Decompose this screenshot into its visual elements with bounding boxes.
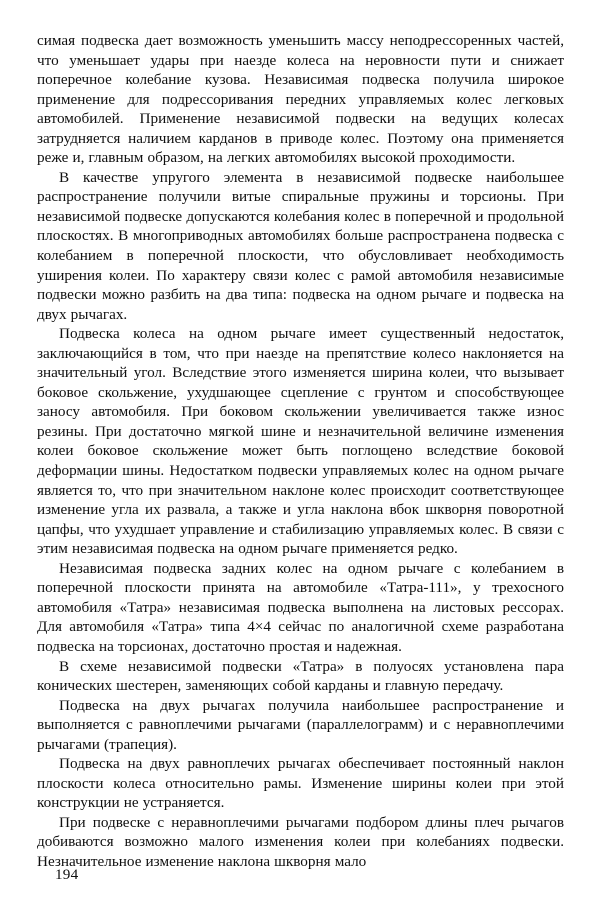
page-number: 194 bbox=[55, 866, 79, 883]
paragraph: симая подвеска дает возможность уменьшить массу неподрессоренных частей, что уменьшает удары при наезде колеса на неровности пути и снижает поперечное колебание кузова. Независимая подвеска получила широкое применение для подрессоривания передних управляемых колес легковых автомобилей. Применение независимой подвески на ведущих колесах затрудняется наличием карданов в приводе колес. Поэтому она применяется реже и, главным образом, на легких автомобилях высокой проходимости. bbox=[37, 32, 564, 167]
paragraph: В качестве упругого элемента в независимой подвеске наибольшее распространение получили витые спиральные пружины и торсионы. При независимой подвеске допускаются колебания колес в поперечной и продольной плоскостях. В многоприводных автомобилях больше распространена подвеска с колебанием в поперечной плоскости, что обусловливает необходимость уширения колеи. По характеру связи колес с рамой автомобиля независимые подвески можно разбить на два типа: подвеска на одном рычаге и подвеска на двух рычагах. bbox=[37, 168, 564, 323]
paragraph: Подвеска на двух равноплечих рычагах обеспечивает постоянный наклон плоскости колеса относительно рамы. Изменение ширины колеи при этой конструкции не устраняется. bbox=[37, 755, 564, 812]
page-text-body bbox=[37, 31, 564, 872]
paragraph: В схеме независимой подвески «Татра» в полуосях установлена пара конических шестерен, заменяющих собой карданы и главную передачу. bbox=[37, 657, 564, 695]
paragraph: Подвеска колеса на одном рычаге имеет существенный недостаток, заключающийся в том, что при наезде на препятствие колесо наклоняется на значительный угол. Вследствие этого изменяется ширина колеи, что вызывает боковое скольжение, ухудшающее сцепление с грунтом и способствующее заносу автомобиля. При боковом скольжении увеличивается также износ резины. При достаточно мягкой шине и незначительной величине изменения колеи боковое скольжение может быть поглощено вследствие боковой деформации шины. Недостатком подвески управляемых колес на одном рычаге является то, что при значительном наклоне колес происходит соответствующее изменение угла их развала, а также и угла наклона вбок шкворня поворотной цапфы, что ухудшает управление и стабилизацию управляемых колес. В связи с этим независимая подвеска на одном рычаге применяется редко. bbox=[37, 325, 564, 558]
paragraph: Независимая подвеска задних колес на одном рычаге с колебанием в поперечной плоскости принята на автомобиле «Татра-111», у трехосного автомобиля «Татра» независимая подвеска выполнена на листовых рессорах. Для автомобиля «Татра» типа 4×4 сейчас по аналогичной схеме разработана подвеска на торсионах, достаточно простая и надежная. bbox=[37, 559, 564, 655]
paragraph: При подвеске с неравноплечими рычагами подбором длины плеч рычагов добиваются возможно малого изменения колеи при колебаниях подвески. Незначительное изменение наклона шкворня мало bbox=[37, 813, 564, 870]
paragraph: Подвеска на двух рычагах получила наибольшее распространение и выполняется с равноплечими рычагами (параллелограмм) и с неравноплечими рычагами (трапеция). bbox=[37, 696, 564, 753]
